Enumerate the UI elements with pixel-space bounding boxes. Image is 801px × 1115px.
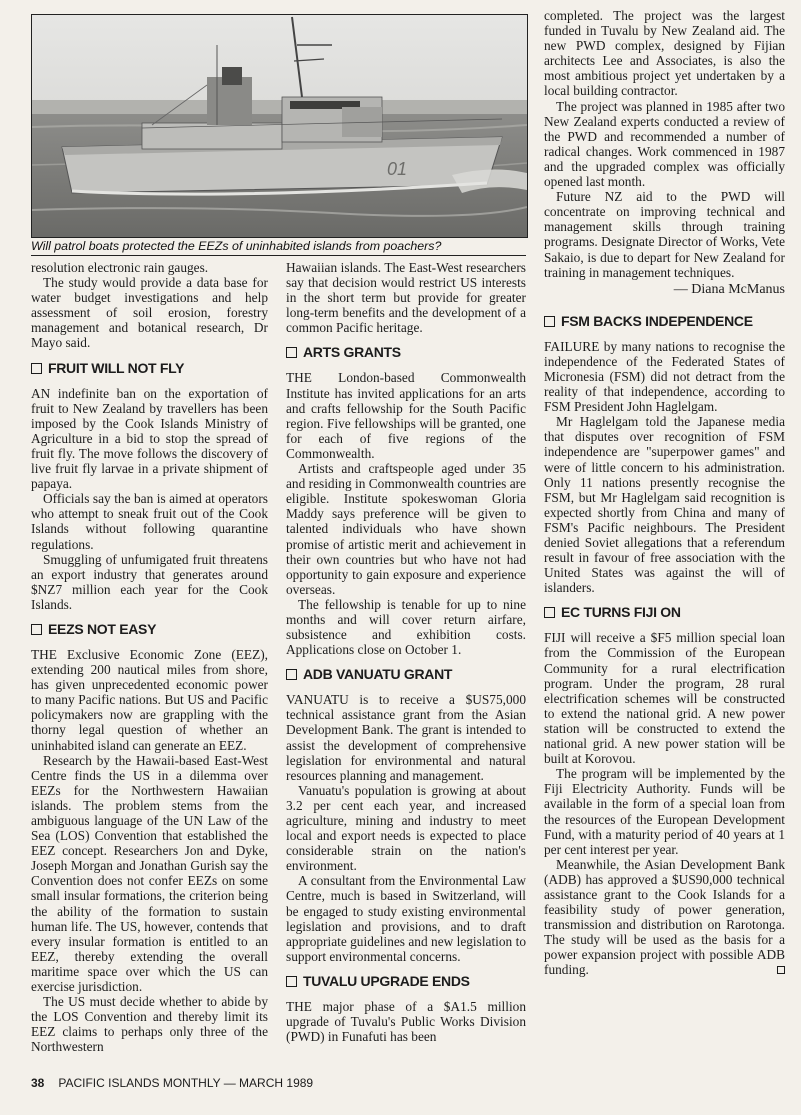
tuvalu-continued-paragraph: completed. The project was the largest funded in Tuvalu by New Zealand aid. The new PWD complex, designed by Fijian architects Lee and Associates, is also the most ambitious project yet undertaken by a local building contractor. xyxy=(544,8,785,99)
fruit-paragraph: AN indefinite ban on the exportation of fruit to New Zealand by travellers has been imposed by the Cook Islands Ministry of Agriculture in a bid to stop the spread of fruit fly. The move follows the discovery of live fruit fly larvae in a private shipment of papaya. xyxy=(31,385,268,492)
column-1 xyxy=(31,260,268,1068)
page-number: 38 xyxy=(31,1076,45,1090)
section-box-icon xyxy=(31,363,42,374)
section-box-icon xyxy=(286,669,297,680)
heading-arts: ARTS GRANTS xyxy=(286,344,526,361)
tuvalu-continued-paragraph: The project was planned in 1985 after two New Zealand experts conducted a review of the PWD and recommended a number of radical changes. Work commenced in 1987 and the upgraded complex was officially opened last month. xyxy=(544,98,785,190)
heading-fruit: FRUIT WILL NOT FLY xyxy=(31,360,268,377)
page-footer xyxy=(31,1075,313,1091)
eez-paragraph: THE Exclusive Economic Zone (EEZ), extending 200 nautical miles from shore, has given unprecedented economic power to many Pacific nations. But US and Pacific policymakers now are grappling with the thorny legal question of whether an uninhabited island can generate an EEZ. xyxy=(31,646,268,753)
eez-paragraph: The US must decide whether to abide by the LOS Convention and thereby limit its EEZ claims to perhaps only three of the Northwestern xyxy=(31,994,268,1055)
column-2 xyxy=(286,260,526,1068)
patrol-boat-photo xyxy=(31,14,528,238)
ec-paragraph: FIJI will receive a $F5 million special loan from the Commission of the European Community for a rural electrification program. Under the program, 28 rural electrification schemes will be constructed to extend the national grid. A new power station will be constructed to extend the national grid. A new power station will be built at Korovou. xyxy=(544,630,785,767)
caption-rule xyxy=(31,255,526,256)
heading-adb-vanuatu: ADB VANUATU GRANT xyxy=(286,666,526,683)
eez-continued-paragraph: Hawaiian islands. The East-West researchers say that decision would restrict US interests in the short term but provide for greater long-term benefits and the development of a common Pacific heritage. xyxy=(286,260,526,336)
end-of-article-icon xyxy=(777,966,785,974)
publication-line: PACIFIC ISLANDS MONTHLY — MARCH 1989 xyxy=(58,1076,314,1090)
adb-paragraph: VANUATU is to receive a $US75,000 technical assistance grant from the Asian Development Bank. The grant is intended to assist the development of comprehensive legislation for environmental and natural resources planning and management. xyxy=(286,692,526,783)
fsm-paragraph: FAILURE by many nations to recognise the independence of the Federated States of Micronesia (FSM) did not detract from the reality of that independence, according to FSM President John Haglelgam. xyxy=(544,338,785,415)
heading-fsm: FSM BACKS INDEPENDENCE xyxy=(544,313,785,330)
ec-paragraph: Meanwhile, the Asian Development Bank (ADB) has approved a $US90,000 technical assistance grant to the Cook Islands for a feasibility study of power generation, transmission and distribution on Rarotonga. The study will be used as the basis for a power expansion project with possible ADB funding. xyxy=(544,856,785,978)
fruit-paragraph: Smuggling of unfumigated fruit threatens an export industry that generates around $NZ7 million each year for the Cook Islands. xyxy=(31,551,268,612)
section-box-icon xyxy=(544,607,555,618)
section-box-icon xyxy=(31,624,42,635)
tuvalu-paragraph: THE major phase of a $A1.5 million upgrade of Tuvalu's Public Works Division (PWD) in Funafuti has been xyxy=(286,998,526,1045)
section-box-icon xyxy=(286,976,297,987)
fsm-paragraph: Mr Haglelgam told the Japanese media that disputes over recognition of FSM independence are "superpower games" and were of little concern to his administration. Only 11 nations presently recognise the FSM, but Mr Haglelgam said recognition is expected shortly from China and many of FSM's Pacific neighbours. The President denied Soviet allegations that a referendum result in favour of free association with the United States was against the will of islanders. xyxy=(544,414,785,596)
fruit-paragraph: Officials say the ban is aimed at operators who attempt to sneak fruit out of the Cook Islands without following quarantine regulations. xyxy=(31,491,268,552)
author-signoff: — Diana McManus xyxy=(673,281,785,297)
heading-ec-fiji: EC TURNS FIJI ON xyxy=(544,604,785,621)
heading-tuvalu: TUVALU UPGRADE ENDS xyxy=(286,973,526,990)
eez-paragraph: Research by the Hawaii-based East-West Centre finds the US in a dilemma over EEZs for the Northwestern Hawaiian islands. The problem stems from the ambiguous language of the UN Law of the Sea (LOS) Convention that established the EEZ concept. Researchers Jon and Dyke, Joseph Morgan and Jonathan Gurish say the Convention does not confer EEZs on some small insular formations, the criterion being the ability of the formation to sustain human life. The US, however, contends that every insular formation is entitled to an EEZ, thereby extending the overall maritime space over which the US can exercise jurisdiction. xyxy=(31,752,268,995)
ec-paragraph: The program will be implemented by the Fiji Electricity Authority. Funds will be available in the form of a special loan from the resources of the European Development Fund, with a maturity period of 40 years at 1 per cent interest per year. xyxy=(544,766,785,857)
adb-paragraph: Vanuatu's population is growing at about 3.2 per cent each year, and increased agriculture, mining and industry to meet local and export needs is expected to place considerable strain on the nation's environment. xyxy=(286,782,526,874)
intro-line: resolution electronic rain gauges. xyxy=(31,260,268,275)
arts-paragraph: The fellowship is tenable for up to nine months and will cover return airfare, subsistence and exhibition costs. Applications close on October 1. xyxy=(286,596,526,658)
heading-eez: EEZS NOT EASY xyxy=(31,621,268,638)
arts-paragraph: THE London-based Commonwealth Institute has invited applications for an arts and crafts fellowship for the South Pacific region. Five fellowships will be granted, one for each of five regions of the Commonwealth. xyxy=(286,370,526,461)
tuvalu-continued-paragraph: Future NZ aid to the PWD will concentrate on improving technical and management skills through training programs. Designate Director of Works, Vete Sakaio, is due to depart for New Zealand for training in management techniques. xyxy=(544,189,785,280)
arts-paragraph: Artists and craftspeople aged under 35 and residing in Commonwealth countries are eligible. Institute spokeswoman Gloria Maddy says preference will be given to talented individuals who have shown promise of artistic merit and achievement in their own countries but who have not had opportunity to gain exposure and experience overseas. xyxy=(286,461,526,597)
column-3 xyxy=(544,8,785,1068)
photo-caption: Will patrol boats protected the EEZs of uninhabited islands from poachers? xyxy=(31,239,442,253)
section-box-icon xyxy=(286,347,297,358)
adb-paragraph: A consultant from the Environmental Law Centre, much is based in Switzerland, will be engaged to study existing environmental legislation and provisions, and to draft appropriate guidelines and new legislation to support environmental concerns. xyxy=(286,873,526,964)
intro-paragraph: The study would provide a data base for water budget investigations and help assessment of soil erosion, forestry management and botanical research, Dr Mayo said. xyxy=(31,275,268,351)
hull-number: 01 xyxy=(387,159,408,179)
section-box-icon xyxy=(544,316,555,327)
